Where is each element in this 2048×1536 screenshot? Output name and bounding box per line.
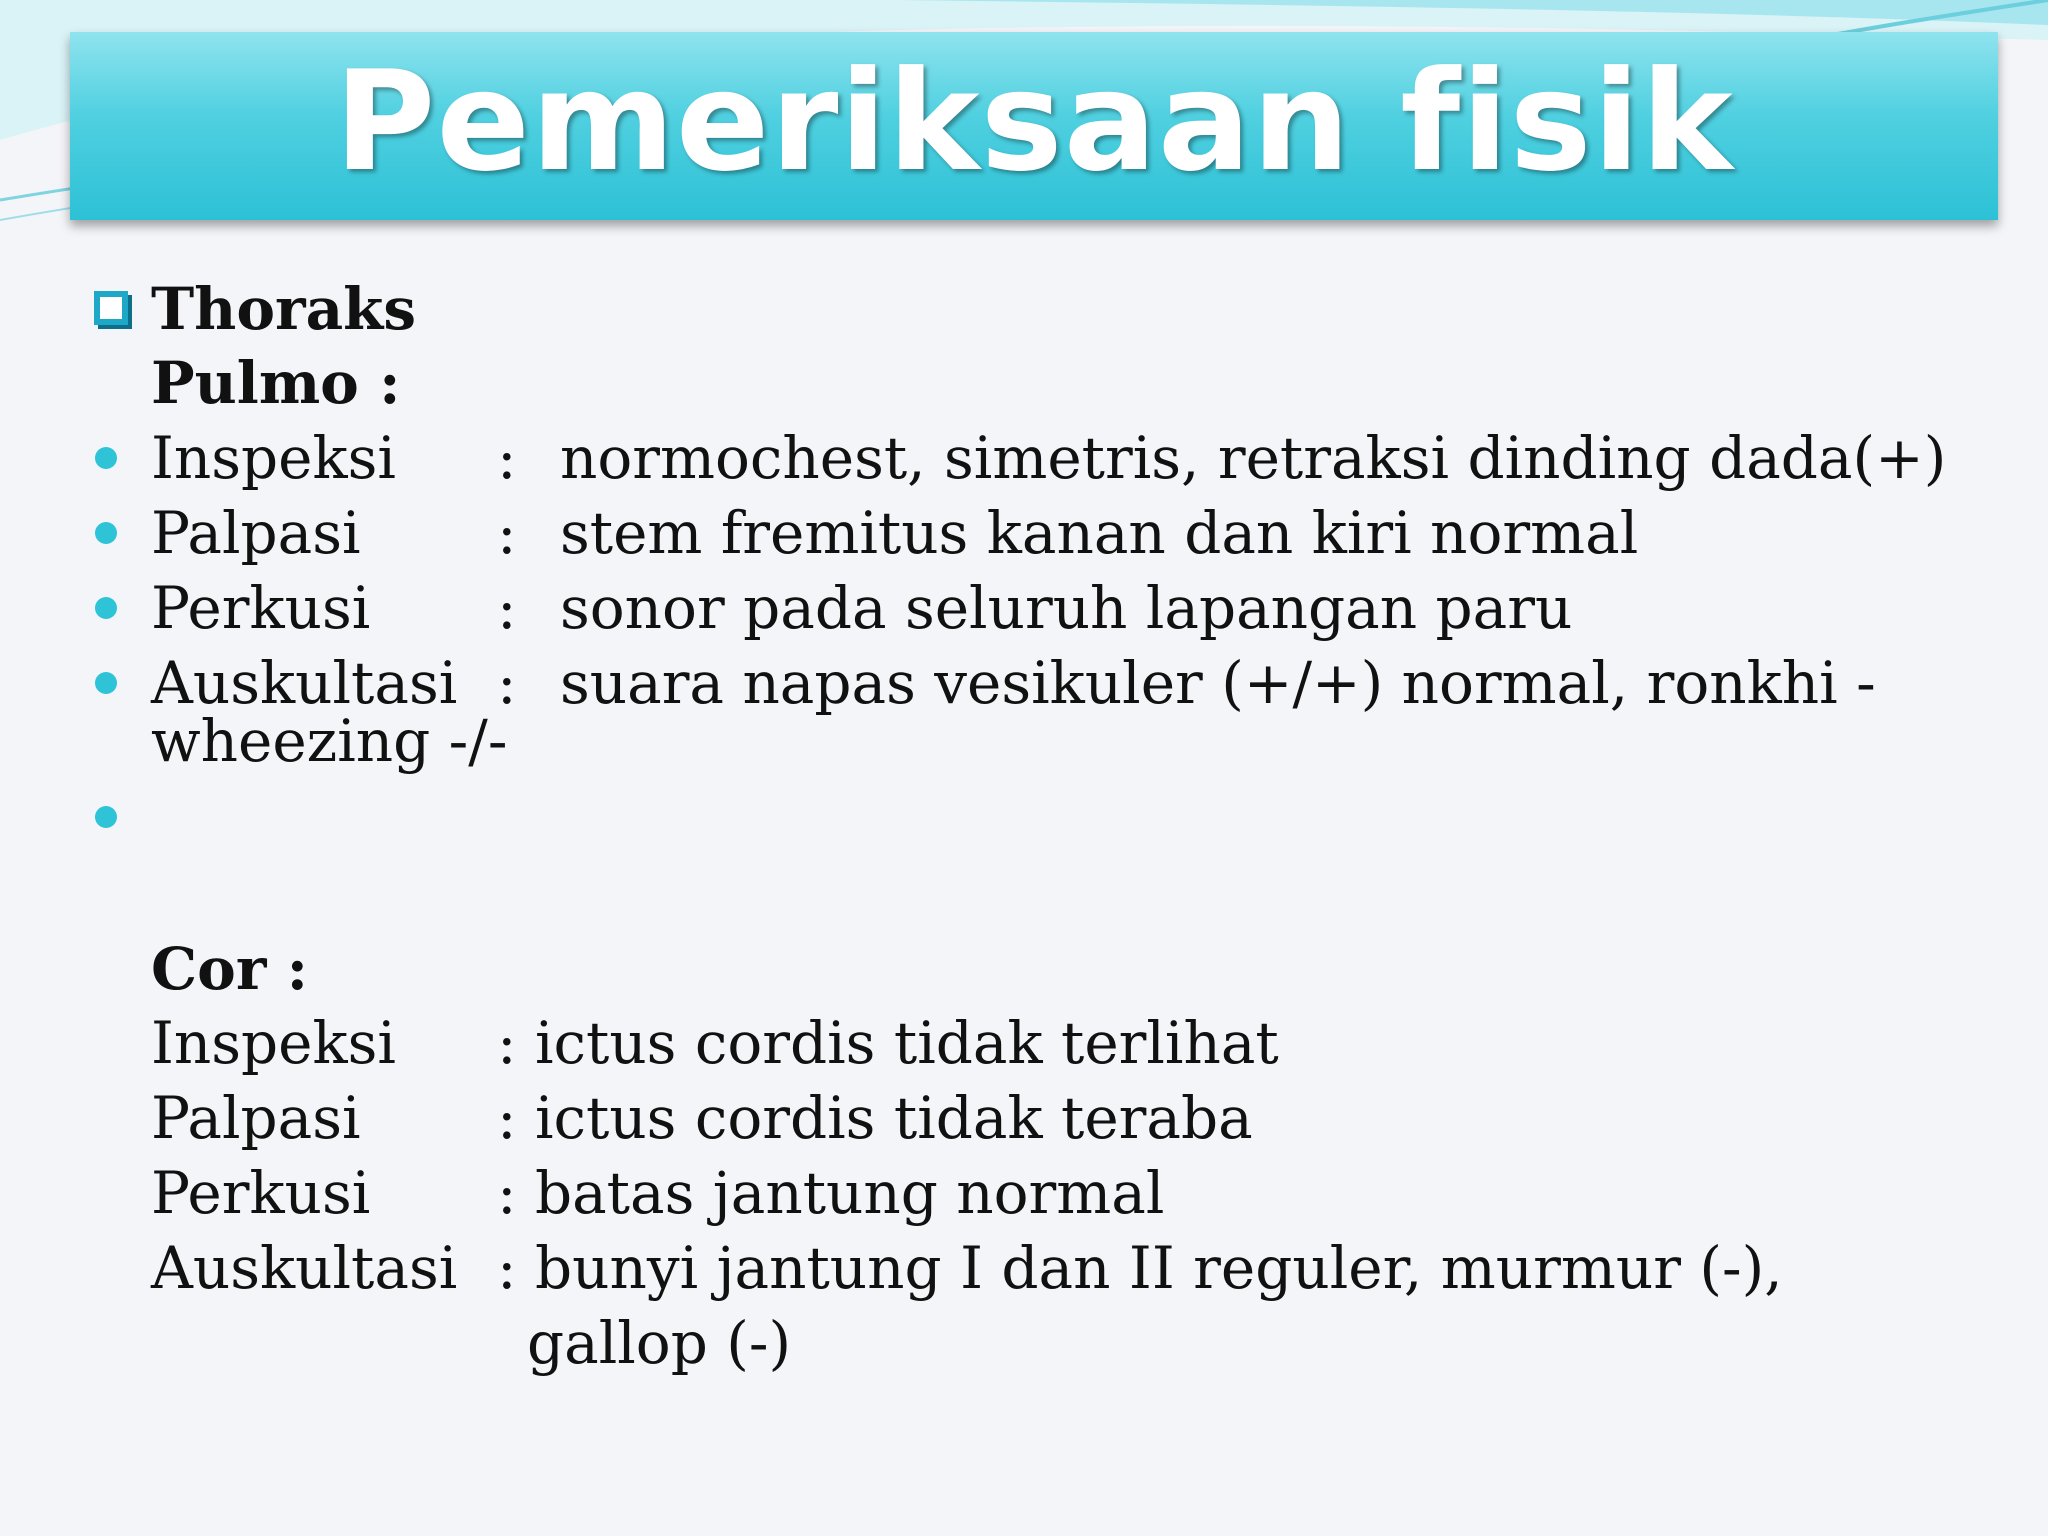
cor-inspeksi-value: : ictus cordis tidak terlihat — [497, 1009, 1279, 1077]
pulmo-label: Pulmo : — [151, 349, 401, 417]
pulmo-palpasi-value: stem fremitus kanan dan kiri normal — [560, 499, 1639, 567]
section-heading: Thoraks — [151, 275, 416, 343]
cor-auskultasi-value: : bunyi jantung I dan II reguler, murmur (-), — [497, 1234, 1783, 1302]
pulmo-auskultasi-label: Auskultasi — [151, 649, 458, 717]
pulmo-inspeksi-label: Inspeksi — [151, 424, 396, 492]
cor-palpasi-label: Palpasi — [151, 1084, 361, 1152]
cor-inspeksi-label: Inspeksi — [151, 1009, 396, 1077]
cor-auskultasi-continuation: gallop (-) — [527, 1309, 792, 1377]
pulmo-palpasi-label: Palpasi — [151, 499, 361, 567]
slide-title: Pemeriksaan fisik — [334, 41, 1734, 202]
pulmo-inspeksi-sep: : — [497, 424, 517, 492]
bullet-dot-icon — [95, 522, 117, 544]
pulmo-auskultasi-value: suara napas vesikuler (+/+) normal, ronkhi - — [560, 649, 1876, 717]
cor-palpasi-value: : ictus cordis tidak teraba — [497, 1084, 1253, 1152]
pulmo-auskultasi-sep: : — [497, 649, 517, 717]
pulmo-perkusi-sep: : — [497, 574, 517, 642]
pulmo-auskultasi-continuation: wheezing -/- — [151, 707, 508, 775]
pulmo-perkusi-label: Perkusi — [151, 574, 371, 642]
cor-auskultasi-label: Auskultasi — [151, 1234, 458, 1302]
square-bullet-icon — [94, 291, 128, 325]
bullet-dot-icon — [95, 806, 117, 828]
bullet-dot-icon — [95, 672, 117, 694]
pulmo-inspeksi-value: normochest, simetris, retraksi dinding dada(+) — [560, 424, 1947, 492]
pulmo-perkusi-value: sonor pada seluruh lapangan paru — [560, 574, 1573, 642]
cor-label: Cor : — [151, 935, 309, 1003]
bullet-dot-icon — [95, 597, 117, 619]
pulmo-palpasi-sep: : — [497, 499, 517, 567]
bullet-dot-icon — [95, 447, 117, 469]
cor-perkusi-label: Perkusi — [151, 1159, 371, 1227]
cor-perkusi-value: : batas jantung normal — [497, 1159, 1165, 1227]
